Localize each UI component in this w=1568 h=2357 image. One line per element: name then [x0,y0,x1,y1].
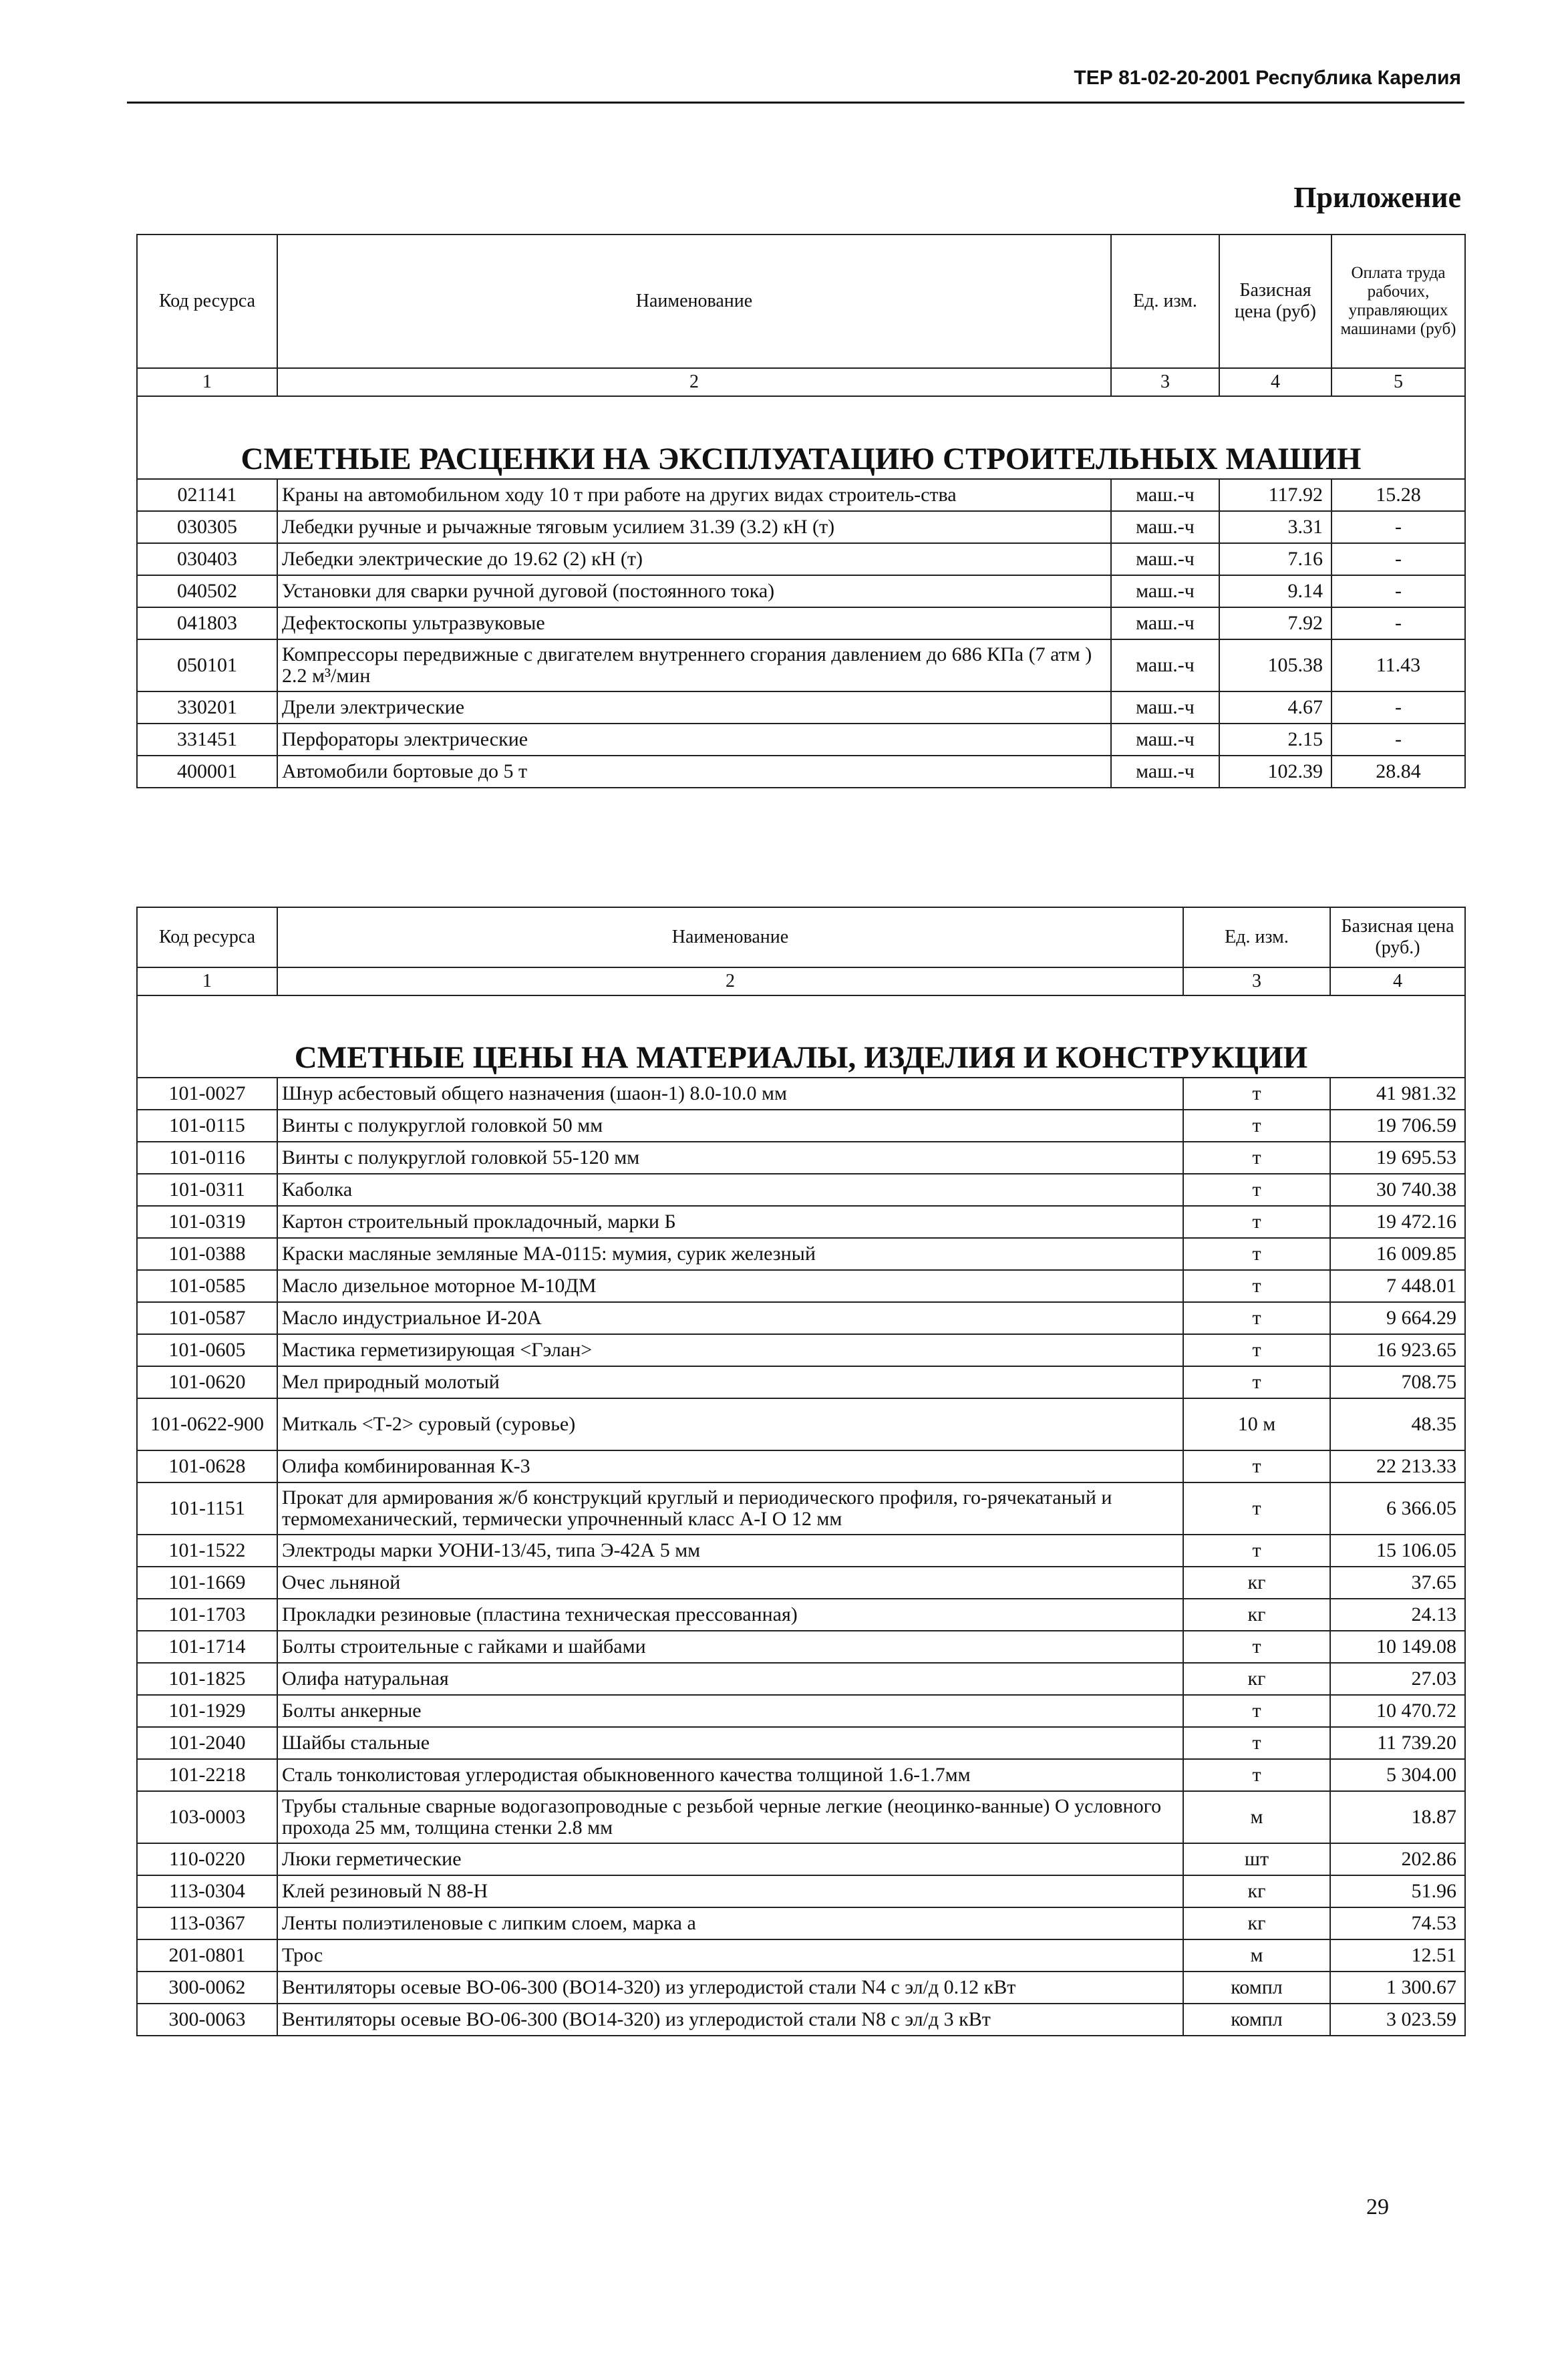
appendix-title: Приложение [1293,181,1461,214]
cell-price: 74.53 [1330,1907,1465,1939]
cell-code: 101-0115 [137,1110,277,1142]
table-row [137,1663,1465,1695]
cell-code: 330201 [137,691,277,724]
cell-pay: 15.28 [1331,479,1465,511]
cell-price: 1 300.67 [1330,1972,1465,2004]
cell-code: 400001 [137,756,277,788]
cell-unit: кг [1183,1599,1330,1631]
cell-unit: т [1183,1450,1330,1482]
table-row [137,511,1465,543]
cell-unit: т [1183,1695,1330,1727]
cell-unit: маш.-ч [1111,639,1219,691]
col-number: 4 [1219,368,1331,396]
cell-price: 16 923.65 [1330,1334,1465,1366]
cell-price: 37.65 [1330,1567,1465,1599]
table-row [137,1482,1465,1535]
cell-code: 101-0620 [137,1366,277,1398]
cell-name: Вентиляторы осевые ВО-06-300 (ВО14-320) из углеродистой стали N8 с эл/д 3 кВт [277,2004,1183,2036]
cell-pay: 28.84 [1331,756,1465,788]
cell-code: 101-1714 [137,1631,277,1663]
cell-code: 110-0220 [137,1843,277,1875]
header-divider [127,102,1464,104]
cell-price: 18.87 [1330,1791,1465,1843]
cell-unit: маш.-ч [1111,691,1219,724]
cell-price: 9.14 [1219,575,1331,607]
cell-name: Лебедки электрические до 19.62 (2) кН (т) [277,543,1111,575]
col-header-pay: Оплата труда рабочих, управляющих машинами (руб) [1331,234,1465,368]
cell-code: 041803 [137,607,277,639]
cell-code: 101-1929 [137,1695,277,1727]
table-row [137,575,1465,607]
table-row [137,1631,1465,1663]
cell-code: 101-2218 [137,1759,277,1791]
cell-unit: т [1183,1759,1330,1791]
machines-table [136,234,1466,788]
cell-code: 101-0587 [137,1302,277,1334]
cell-price: 11 739.20 [1330,1727,1465,1759]
cell-code: 300-0062 [137,1972,277,2004]
cell-unit: м [1183,1939,1330,1972]
cell-unit: маш.-ч [1111,575,1219,607]
cell-price: 7.92 [1219,607,1331,639]
table-row [137,1238,1465,1270]
cell-name: Каболка [277,1174,1183,1206]
cell-unit: т [1183,1174,1330,1206]
col-header-name: Наименование [277,234,1111,368]
cell-code: 101-1151 [137,1482,277,1535]
table-row [137,2004,1465,2036]
cell-price: 10 470.72 [1330,1695,1465,1727]
cell-price: 7 448.01 [1330,1270,1465,1302]
cell-unit: т [1183,1631,1330,1663]
cell-unit: компл [1183,1972,1330,2004]
cell-name: Трос [277,1939,1183,1972]
cell-pay: - [1331,691,1465,724]
cell-code: 101-2040 [137,1727,277,1759]
cell-unit: т [1183,1110,1330,1142]
cell-unit: т [1183,1238,1330,1270]
cell-price: 41 981.32 [1330,1078,1465,1110]
cell-name: Болты строительные с гайками и шайбами [277,1631,1183,1663]
cell-code: 101-0311 [137,1174,277,1206]
cell-price: 19 472.16 [1330,1206,1465,1238]
cell-price: 2.15 [1219,724,1331,756]
cell-name: Автомобили бортовые до 5 т [277,756,1111,788]
machines-column-numbers [137,368,1465,396]
cell-price: 3 023.59 [1330,2004,1465,2036]
cell-price: 7.16 [1219,543,1331,575]
materials-rows [137,1078,1465,2036]
table-row [137,756,1465,788]
cell-pay: - [1331,724,1465,756]
col-number: 1 [137,368,277,396]
cell-name: Краски масляные земляные МА-0115: мумия, сурик железный [277,1238,1183,1270]
cell-name: Шайбы стальные [277,1727,1183,1759]
cell-pay: - [1331,543,1465,575]
col-number: 2 [277,368,1111,396]
table-row [137,1270,1465,1302]
table-row [137,1791,1465,1843]
cell-unit: маш.-ч [1111,607,1219,639]
table-row [137,1727,1465,1759]
cell-unit: т [1183,1535,1330,1567]
table-row [137,479,1465,511]
cell-price: 6 366.05 [1330,1482,1465,1535]
table-row [137,543,1465,575]
cell-price: 708.75 [1330,1366,1465,1398]
table-row [137,1972,1465,2004]
materials-header-row [137,907,1465,967]
table-row [137,724,1465,756]
cell-name: Картон строительный прокладочный, марки Б [277,1206,1183,1238]
cell-name: Мастика герметизирующая <Гэлан> [277,1334,1183,1366]
cell-price: 4.67 [1219,691,1331,724]
cell-name: Прокат для армирования ж/б конструкций круглый и периодического профиля, го-рячекатаный и термомеханический, термически упрочненный класс А-I О 12 мм [277,1482,1183,1535]
col-number: 1 [137,967,277,995]
table-row [137,1398,1465,1450]
cell-pay: - [1331,607,1465,639]
cell-code: 101-0116 [137,1142,277,1174]
table-row [137,607,1465,639]
cell-price: 5 304.00 [1330,1759,1465,1791]
cell-name: Шнур асбестовый общего назначения (шаон-1) 8.0-10.0 мм [277,1078,1183,1110]
cell-code: 101-1825 [137,1663,277,1695]
cell-price: 19 695.53 [1330,1142,1465,1174]
table-row [137,1759,1465,1791]
table-row [137,1078,1465,1110]
cell-name: Установки для сварки ручной дуговой (постоянного тока) [277,575,1111,607]
cell-code: 101-1669 [137,1567,277,1599]
cell-code: 030305 [137,511,277,543]
table-row [137,1875,1465,1907]
col-number: 3 [1183,967,1330,995]
cell-name: Краны на автомобильном ходу 10 т при работе на других видах строитель-ства [277,479,1111,511]
cell-price: 27.03 [1330,1663,1465,1695]
table-row [137,1174,1465,1206]
cell-name: Электроды марки УОНИ-13/45, типа Э-42А 5 мм [277,1535,1183,1567]
cell-name: Клей резиновый N 88-Н [277,1875,1183,1907]
cell-name: Винты с полукруглой головкой 55-120 мм [277,1142,1183,1174]
machines-section-row [137,396,1465,479]
cell-code: 040502 [137,575,277,607]
page-number: 29 [1366,2195,1389,2219]
cell-unit: т [1183,1727,1330,1759]
cell-name: Прокладки резиновые (пластина техническая прессованная) [277,1599,1183,1631]
cell-unit: т [1183,1270,1330,1302]
cell-code: 101-0605 [137,1334,277,1366]
table-row [137,1334,1465,1366]
col-header-name: Наименование [277,907,1183,967]
machines-rows [137,479,1465,788]
col-number: 3 [1111,368,1219,396]
col-header-price: Базисная цена (руб.) [1330,907,1465,967]
cell-unit: шт [1183,1843,1330,1875]
cell-name: Олифа натуральная [277,1663,1183,1695]
cell-name: Вентиляторы осевые ВО-06-300 (ВО14-320) из углеродистой стали N4 с эл/д 0.12 кВт [277,1972,1183,2004]
cell-unit: кг [1183,1567,1330,1599]
col-header-price: Базисная цена (руб) [1219,234,1331,368]
table-row [137,1535,1465,1567]
cell-price: 24.13 [1330,1599,1465,1631]
cell-code: 030403 [137,543,277,575]
cell-code: 101-0027 [137,1078,277,1110]
cell-unit: т [1183,1078,1330,1110]
table-row [137,1843,1465,1875]
cell-code: 331451 [137,724,277,756]
table-row [137,1907,1465,1939]
table-row [137,1567,1465,1599]
table-row [137,1366,1465,1398]
table-row [137,1450,1465,1482]
cell-name: Ленты полиэтиленовые с липким слоем, марка а [277,1907,1183,1939]
cell-unit: компл [1183,2004,1330,2036]
cell-unit: м [1183,1791,1330,1843]
table-row [137,1939,1465,1972]
cell-code: 103-0003 [137,1791,277,1843]
cell-code: 101-0585 [137,1270,277,1302]
cell-unit: маш.-ч [1111,479,1219,511]
table-row [137,1206,1465,1238]
cell-code: 101-1703 [137,1599,277,1631]
cell-name: Мел природный молотый [277,1366,1183,1398]
cell-price: 51.96 [1330,1875,1465,1907]
cell-price: 15 106.05 [1330,1535,1465,1567]
cell-name: Масло индустриальное И-20А [277,1302,1183,1334]
cell-name: Люки герметические [277,1843,1183,1875]
cell-unit: т [1183,1366,1330,1398]
cell-code: 021141 [137,479,277,511]
section-title: СМЕТНЫЕ РАСЦЕНКИ НА ЭКСПЛУАТАЦИЮ СТРОИТЕЛЬНЫХ МАШИН [137,396,1465,479]
cell-code: 101-0628 [137,1450,277,1482]
materials-column-numbers [137,967,1465,995]
cell-unit: кг [1183,1875,1330,1907]
table-row [137,691,1465,724]
cell-price: 102.39 [1219,756,1331,788]
cell-unit: т [1183,1302,1330,1334]
cell-price: 19 706.59 [1330,1110,1465,1142]
cell-price: 105.38 [1219,639,1331,691]
col-number: 2 [277,967,1183,995]
cell-code: 300-0063 [137,2004,277,2036]
col-header-unit: Ед. изм. [1183,907,1330,967]
cell-name: Масло дизельное моторное М-10ДМ [277,1270,1183,1302]
cell-code: 201-0801 [137,1939,277,1972]
cell-unit: т [1183,1142,1330,1174]
cell-pay: - [1331,575,1465,607]
cell-price: 9 664.29 [1330,1302,1465,1334]
cell-name: Дрели электрические [277,691,1111,724]
cell-code: 113-0367 [137,1907,277,1939]
cell-unit: маш.-ч [1111,756,1219,788]
cell-price: 117.92 [1219,479,1331,511]
cell-name: Сталь тонколистовая углеродистая обыкновенного качества толщиной 1.6-1.7мм [277,1759,1183,1791]
cell-unit: кг [1183,1663,1330,1695]
col-header-unit: Ед. изм. [1111,234,1219,368]
cell-unit: т [1183,1482,1330,1535]
cell-name: Олифа комбинированная К-3 [277,1450,1183,1482]
cell-code: 101-1522 [137,1535,277,1567]
cell-price: 48.35 [1330,1398,1465,1450]
cell-price: 3.31 [1219,511,1331,543]
cell-name: Трубы стальные сварные водогазопроводные с резьбой черные легкие (неоцинко-ванные) О условного прохода 25 мм, толщина стенки 2.8 мм [277,1791,1183,1843]
table-row [137,1110,1465,1142]
cell-name: Перфораторы электрические [277,724,1111,756]
col-header-code: Код ресурса [137,234,277,368]
cell-price: 30 740.38 [1330,1174,1465,1206]
cell-price: 10 149.08 [1330,1631,1465,1663]
cell-price: 22 213.33 [1330,1450,1465,1482]
cell-unit: 10 м [1183,1398,1330,1450]
cell-pay: 11.43 [1331,639,1465,691]
cell-name: Болты анкерные [277,1695,1183,1727]
cell-unit: т [1183,1206,1330,1238]
cell-pay: - [1331,511,1465,543]
cell-name: Дефектоскопы ультразвуковые [277,607,1111,639]
materials-table [136,907,1466,2036]
table-row [137,1599,1465,1631]
cell-code: 101-0319 [137,1206,277,1238]
cell-name: Винты с полукруглой головкой 50 мм [277,1110,1183,1142]
cell-price: 16 009.85 [1330,1238,1465,1270]
cell-code: 113-0304 [137,1875,277,1907]
cell-unit: маш.-ч [1111,543,1219,575]
cell-name: Лебедки ручные и рычажные тяговым усилием 31.39 (3.2) кН (т) [277,511,1111,543]
cell-code: 050101 [137,639,277,691]
section-title: СМЕТНЫЕ ЦЕНЫ НА МАТЕРИАЛЫ, ИЗДЕЛИЯ И КОНСТРУКЦИИ [137,995,1465,1078]
machines-header-row [137,234,1465,368]
cell-price: 202.86 [1330,1843,1465,1875]
col-number: 5 [1331,368,1465,396]
cell-name: Компрессоры передвижные с двигателем внутреннего сгорания давлением до 686 КПа (7 атм ) 2.2 м³/мин [277,639,1111,691]
table-row [137,639,1465,691]
table-row [137,1302,1465,1334]
document-code: ТЕР 81-02-20-2001 Республика Карелия [1074,67,1461,89]
col-number: 4 [1330,967,1465,995]
table-row [137,1142,1465,1174]
cell-unit: маш.-ч [1111,511,1219,543]
table-row [137,1695,1465,1727]
cell-price: 12.51 [1330,1939,1465,1972]
cell-code: 101-0388 [137,1238,277,1270]
cell-unit: маш.-ч [1111,724,1219,756]
materials-section-row [137,995,1465,1078]
cell-name: Очес льняной [277,1567,1183,1599]
cell-name: Миткаль <Т-2> суровый (суровье) [277,1398,1183,1450]
col-header-code: Код ресурса [137,907,277,967]
cell-code: 101-0622-900 [137,1398,277,1450]
cell-unit: т [1183,1334,1330,1366]
cell-unit: кг [1183,1907,1330,1939]
